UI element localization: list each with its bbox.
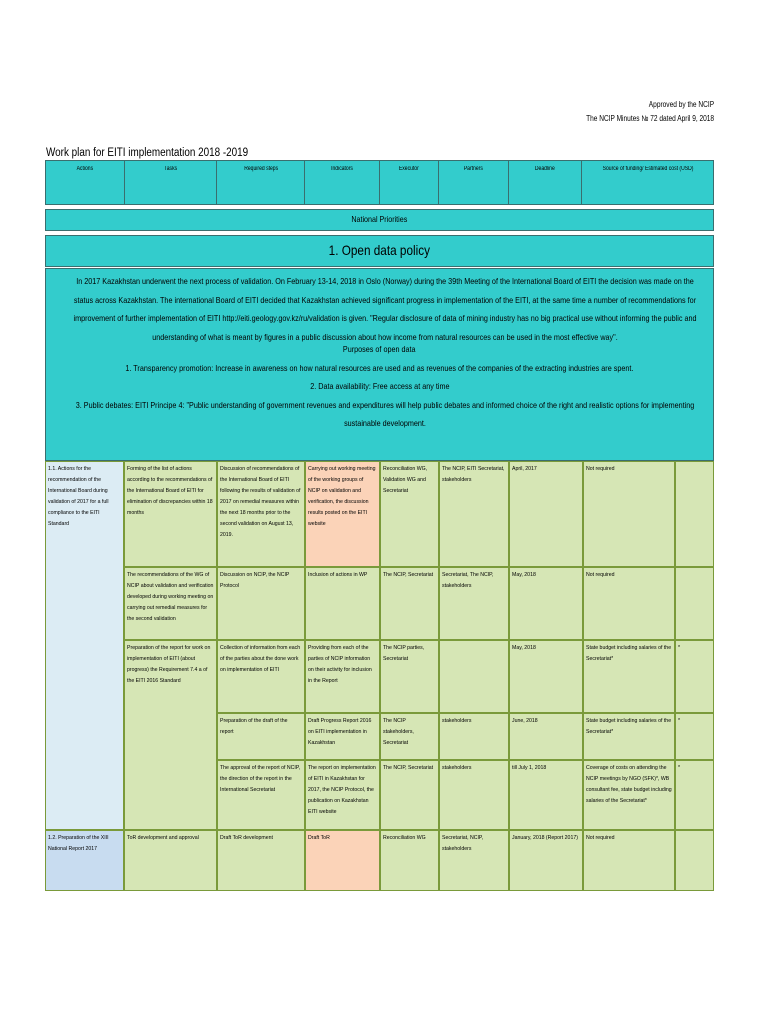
intro-text-block bbox=[45, 268, 714, 461]
header-required-steps: Required steps bbox=[217, 161, 305, 204]
approval-note bbox=[586, 98, 714, 126]
table-header bbox=[45, 160, 714, 205]
r4-executor: The NCIP stakeholders, Secretariat bbox=[380, 713, 439, 760]
r6-funding: Not required bbox=[583, 830, 675, 891]
r3-deadline: May, 2018 bbox=[509, 640, 583, 713]
r5-funding: Coverage of costs on attending the NCIP meetings by NGO (SFK)*, WB consultant fee, state budget including salaries of the Secretariat* bbox=[583, 760, 675, 830]
purpose-3: 3. Public debates: EITI Principe 4: "Public understanding of government revenues and expenditures will help public debates and informed choice of the right and realistic options for implementing sustainable development. bbox=[75, 399, 695, 428]
r1-indicators: Carrying out working meeting of the working groups of NCIP on validation and verification, the discussion results posted on the EITI website bbox=[305, 461, 380, 567]
r1-funding: Not required bbox=[583, 461, 675, 567]
r2-funding: Not required bbox=[583, 567, 675, 640]
r3-indicators: Providing from each of the parties of NCIP information on their activity for inclusion in the Report bbox=[305, 640, 380, 713]
action-1-1-cell: 1.1. Actions for the recommendation of the International Board during validation of 2017 for a full compliance to the EITI Standard bbox=[45, 461, 124, 830]
action-1-2-cell: 1.2. Preparation of the XIII National Report 2017 bbox=[45, 830, 124, 891]
header-tasks: Tasks bbox=[125, 161, 218, 204]
r4-star: * bbox=[675, 713, 714, 760]
r4-funding: State budget including salaries of the Secretariat* bbox=[583, 713, 675, 760]
r5-deadline: till July 1, 2018 bbox=[509, 760, 583, 830]
r2-deadline: May, 2018 bbox=[509, 567, 583, 640]
r2-indicators: Inclusion of actions in WP bbox=[305, 567, 380, 640]
header-deadline: Deadline bbox=[509, 161, 583, 204]
intro-paragraph: In 2017 Kazakhstan underwent the next process of validation. On February 13-14, 2018 in Oslo (Norway) during the 39th Meeting of the International Board of EITI the decision was made on the status across Kazakhstan. The international Board of EITI decided that Kazakhstan achieved significant progress in implementation of the EITI, at the same time a number of recommendations for improvement of further implementation of EITI http://eiti.geology.gov.kz/ru/validation is given. "Regular disclosure of data of mining industry has no big practical use without informing the public and understanding of what is meant by figures in a public discussion about how income from natural resources can be used in the most effective way". bbox=[73, 276, 697, 342]
r3-steps: Collection of information from each of the parties about the done work on implementation of EITI bbox=[217, 640, 305, 713]
r6-indicators: Draft ToR bbox=[305, 830, 380, 891]
r1-partners: The NCIP, EITI Secretariat, stakeholders bbox=[439, 461, 509, 567]
r1-extra bbox=[675, 461, 714, 567]
r1-task: Forming of the list of actions according to the recommendations of the International Board of EITI for elimination of discrepancies within 18 months bbox=[124, 461, 217, 567]
r2-steps: Discussion on NCIP, the NCIP Protocol bbox=[217, 567, 305, 640]
r2-partners: Secretariat, The NCIP, stakeholders bbox=[439, 567, 509, 640]
r4-deadline: June, 2018 bbox=[509, 713, 583, 760]
r3-executor: The NCIP parties, Secretariat bbox=[380, 640, 439, 713]
header-indicators: Indicators bbox=[305, 161, 380, 204]
page-title: Work plan for EITI implementation 2018 -2019 bbox=[46, 147, 249, 159]
r6-executor: Reconciliation WG bbox=[380, 830, 439, 891]
r5-partners: stakeholders bbox=[439, 760, 509, 830]
r6-deadline: January, 2018 (Report 2017) bbox=[509, 830, 583, 891]
r2-task: The recommendations of the WG of NCIP about validation and verification developed during working meeting on carrying out remedial measures for the second validation bbox=[124, 567, 217, 640]
header-executor: Executor bbox=[380, 161, 439, 204]
r4-indicators: Draft Progress Report 2016 on EITI implementation in Kazakhstan bbox=[305, 713, 380, 760]
r6-steps: Draft ToR development bbox=[217, 830, 305, 891]
r6-partners: Secretariat, NCIP, stakeholders bbox=[439, 830, 509, 891]
purpose-1: 1. Transparency promotion: Increase in awareness on how natural resources are used and as revenues of the companies of the extracting industries are spent. bbox=[125, 362, 634, 373]
r4-partners: stakeholders bbox=[439, 713, 509, 760]
r6-extra bbox=[675, 830, 714, 891]
r3-partners bbox=[439, 640, 509, 713]
purpose-2: 2. Data availability: Free access at any time bbox=[309, 381, 450, 391]
r1-deadline: April, 2017 bbox=[509, 461, 583, 567]
r6-task: ToR development and approval bbox=[124, 830, 217, 891]
approval-line-2: The NCIP Minutes № 72 dated April 9, 2018 bbox=[586, 114, 714, 123]
r3-star: * bbox=[675, 640, 714, 713]
r4-steps: Preparation of the draft of the report bbox=[217, 713, 305, 760]
r1-executor: Reconciliation WG, Validation WG and Secretariat bbox=[380, 461, 439, 567]
r5-steps: The approval of the report of NCIP, the direction of the report in the International Secretariat bbox=[217, 760, 305, 830]
purposes-title: Purposes of open data bbox=[343, 344, 416, 354]
r2-extra bbox=[675, 567, 714, 640]
header-actions: Actions bbox=[46, 161, 125, 204]
work-plan-table bbox=[45, 461, 714, 891]
approval-line-1: Approved by the NCIP bbox=[648, 100, 714, 109]
r3-funding: State budget including salaries of the Secretariat* bbox=[583, 640, 675, 713]
r5-indicators: The report on implementation of EITI in Kazakhstan for 2017, the NCIP Protocol, the publication on Kazakhstan EITI website bbox=[305, 760, 380, 830]
r2-executor: The NCIP, Secretariat bbox=[380, 567, 439, 640]
national-priorities-band: National Priorities bbox=[45, 209, 714, 231]
section-title-open-data-policy: 1. Open data policy bbox=[45, 235, 714, 267]
r5-executor: The NCIP, Secretariat bbox=[380, 760, 439, 830]
header-partners: Partners bbox=[439, 161, 509, 204]
header-source-of-funding: Source of funding/ Estimated cost (USD) bbox=[602, 166, 694, 172]
r1-steps: Discussion of recommendations of the International Board of EITI following the results of validation of 2017 on remedial measures within the next 18 months prior to the second validation on August 13, 2019. bbox=[217, 461, 305, 567]
r3-task: Preparation of the report for work on implementation of EITI (about progress) the Requirement 7.4 a of the EITI 2016 Standard bbox=[124, 640, 217, 830]
r5-star: * bbox=[675, 760, 714, 830]
